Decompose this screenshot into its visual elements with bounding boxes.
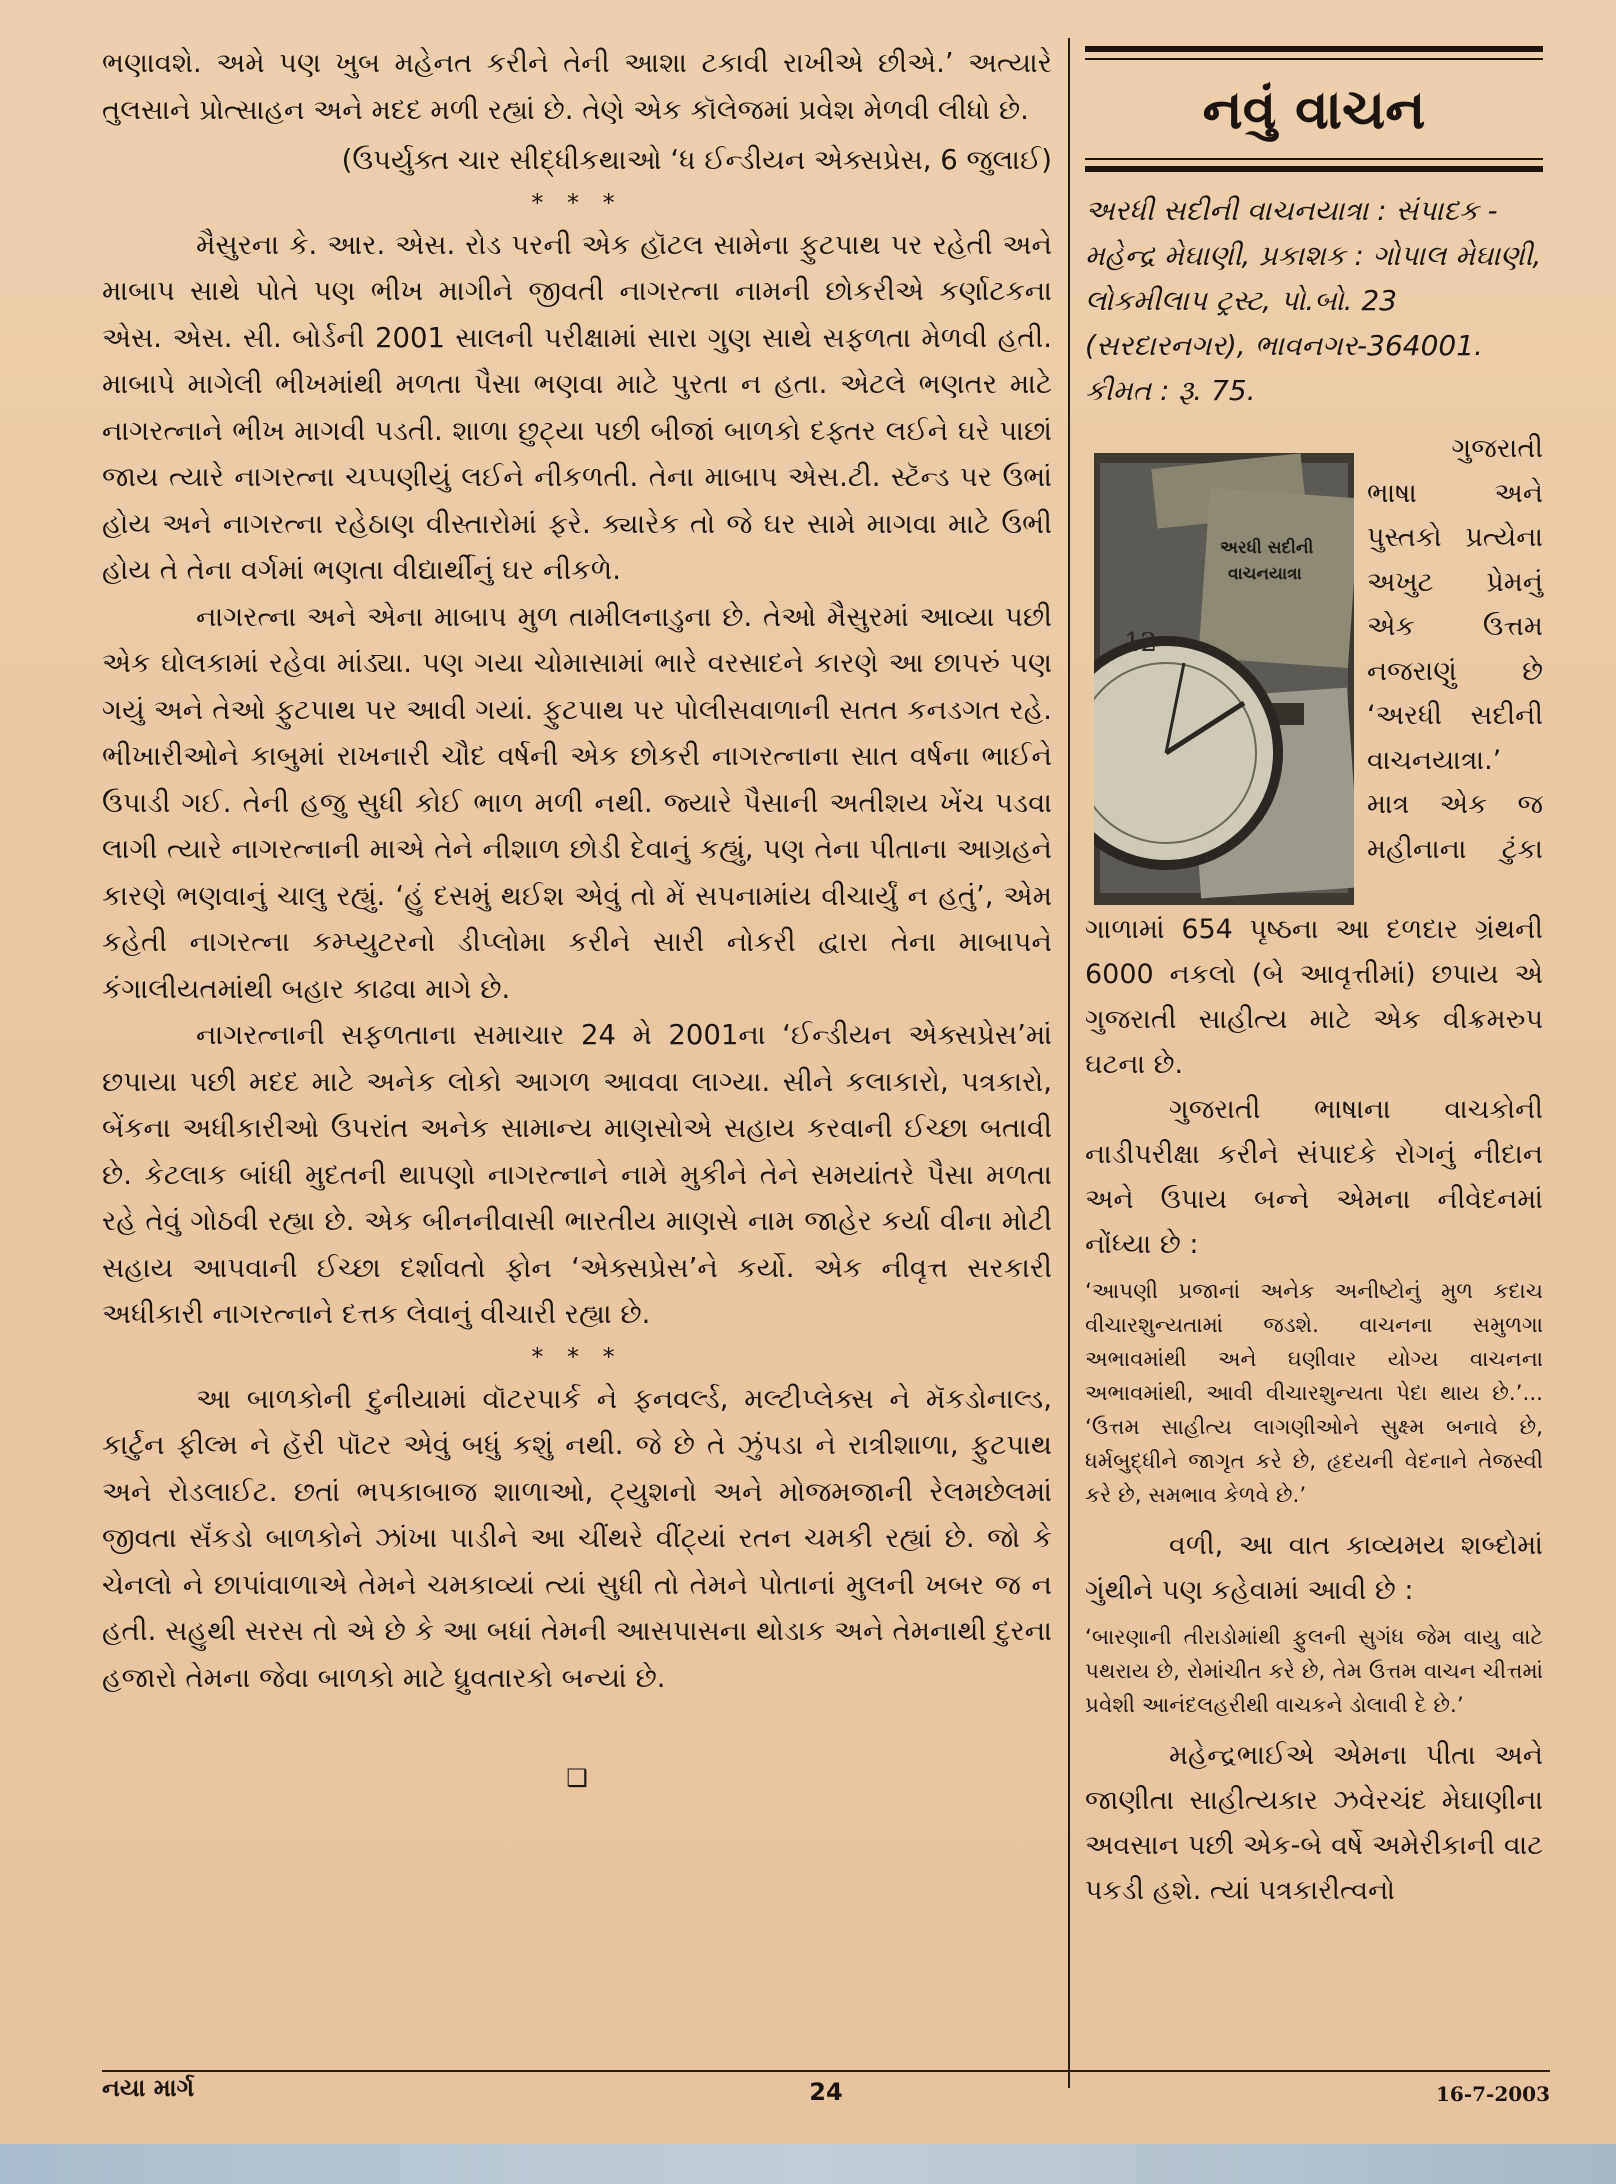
section-title: નવું વાચન <box>1202 78 1426 141</box>
text-line: પુસ્તકો પ્રત્યેના <box>1367 522 1543 553</box>
new-reading-column <box>1085 40 1543 1913</box>
section-separator: * * * <box>531 188 623 217</box>
paragraph-mahendrabhai: મહેન્દ્રભાઈએ એમના પીતા અને જાણીતા સાહીત્યકાર ઝવેરચંદ મેઘાણીના અવસાન પછી એક-બે વર્ષે અમેરીકાની વાટ પકડી હશે. ત્યાં પત્રકારીત્વનો <box>1085 1740 1543 1906</box>
paragraph-continuation: ભણાવશે. અમે પણ ખુબ મહેનત કરીને તેની આશા ટકાવી રાખીએ છીએ.’ અત્યારે તુલસાને પ્રોત્સાહન અને મદદ મળી રહ્યાં છે. તેણે એક કૉલેજમાં પ્રવેશ મેળવી લીધો છે. <box>102 47 1052 126</box>
header-rule <box>1085 46 1543 52</box>
text-line: ભાષા અને <box>1367 477 1543 509</box>
header-rule <box>1085 158 1543 160</box>
text-line: ‘અરધી સદીની <box>1367 700 1543 731</box>
wrapped-intro-text <box>1367 427 1543 872</box>
text-line: નજરાણું છે <box>1367 655 1543 687</box>
quote-editor-note: ‘આપણી પ્રજાનાં અનેક અનીષ્ટોનું મુળ કદાચ વીચારશુન્યતામાં જડશે. વાચનના સમુળગા અભાવમાંથી અને ઘણીવાર યોગ્ય વાચનના અભાવમાંથી, આવી વીચારશુન્યતા પેદા થાય છે.’... ‘ઉત્તમ સાહીત્ય લાગણીઓને સુક્ષ્મ બનાવે છે, ધર્મબુદ્ધીને જાગૃત કરે છે, હૃદયની વેદનાને તેજસ્વી કરે છે, સમભાવ કેળવે છે.’ <box>1085 1279 1543 1508</box>
paragraph-nagaratna-family: નાગરત્ના અને એના માબાપ મુળ તામીલનાડુના છે. તેઓ મૈસુરમાં આવ્યા પછી એક ઘોલકામાં રહેવા માંડ્યા. પણ ગયા ચોમાસામાં ભારે વરસાદને કારણે આ છાપરું પણ ગયું અને તેઓ ફુટપાથ પર આવી ગયાં. ફુટપાથ પર પોલીસવાળાની સતત કનડગત રહે. ભીખારીઓને કાબુમાં રાખનારી ચૌદ વર્ષની એક છોકરી નાગરત્નાના સાત વર્ષના ભાઈને ઉપાડી ગઈ. તેની હજુ સુધી કોઈ ભાળ મળી નથી. જ્યારે પૈસાની અતીશય ખેંચ પડવા લાગી ત્યારે નાગરત્નાની માએ તેને નીશાળ છોડી દેવાનું કહ્યું, પણ તેના પીતાના આગ્રહને કારણે ભણવાનું ચાલુ રહ્યું. ‘હું દસમું થઈશ એવું તો મેં સપનામાંય વીચાર્યું ન હતું’, એમ કહેતી નાગરત્ના કમ્પ્યુટરનો ડીપ્લોમા કરીને સારી નોકરી દ્વારા તેના માબાપને કંગાલીયતમાંથી બહાર કાઢવા માગે છે. <box>102 600 1053 1005</box>
book-details: અરધી સદીની વાચનયાત્રા : સંપાદક - મહેન્દ્ર મેઘાણી, પ્રકાશક : ગોપાલ મેઘાણી, લોકમીલાપ ટ્રસ્ટ, પો.બો. 23 (સરદારનગર), ભાવનગર-364001. કીમત : રૂ. 75. <box>1085 194 1542 407</box>
quote-fragrance: ‘બારણાની તીરાડોમાંથી ફુલની સુગંધ જેમ વાયુ વાટે પથરાય છે, રોમાંચીત કરે છે, તેમ ઉત્તમ વાચન ચીત્તમાં પ્રવેશી આનંદલહરીથી વાચકને ડોલાવી દે છે.’ <box>1085 1625 1543 1718</box>
page-footer <box>102 2074 1550 2124</box>
text-line: માત્ર એક જ <box>1367 789 1543 820</box>
text-line: અખુટ પ્રેમનું <box>1367 566 1543 598</box>
book-cover-subtitle: વાચનયાત્રા <box>1228 564 1302 584</box>
paragraph-poetic: વળી, આ વાત કાવ્યમય શબ્દોમાં ગુંથીને પણ કહેવામાં આવી છે : <box>1085 1530 1543 1606</box>
book-cover-title: અરધી સદીની <box>1220 538 1314 558</box>
paragraph-nagaratna-intro: મૈસુરના કે. આર. એસ. રોડ પરની એક હૉટલ સામેના ફુટપાથ પર રહેતી અને માબાપ સાથે પોતે પણ ભીખ માગીને જીવતી નાગરત્ના નામની છોકરીએ કર્ણાટકના એસ. એસ. સી. બોર્ડની 2001 સાલની પરીક્ષામાં સારા ગુણ સાથે સફળતા મેળવી હતી. માબાપે માગેલી ભીખમાંથી મળતા પૈસા ભણવા માટે પુરતા ન હતા. એટલે ભણતર માટે નાગરત્નાને ભીખ માગવી પડતી. શાળા છુટ્યા પછી બીજાં બાળકો દફ્તર લઈને ઘરે પાછાં જાય ત્યારે નાગરત્ના ચપ્પણીયું લઈને નીકળતી. તેના માબાપ એસ.ટી. સ્ટૅન્ડ પર ઉભાં હોય અને નાગરત્ના રહેઠાણ વીસ્તારોમાં ફરે. ક્યારેક તો જે ઘર સામે માગવા માટે ઉભી હોય તે તેના વર્ગમાં ભણતા વીદ્યાર્થીનું ઘર નીકળે. <box>102 228 1052 586</box>
magazine-name: નયા માર્ગ <box>102 2074 195 2102</box>
paragraph-nagaratna-help: નાગરત્નાની સફળતાના સમાચાર 24 મે 2001ના ‘ઈન્ડીયન એક્સપ્રેસ’માં છપાયા પછી મદદ માટે અનેક લોકો આગળ આવવા લાગ્યા. સીને કલાકારો, પત્રકારો, બેંકના અધીકારીઓ ઉપરાંત અનેક સામાન્ય માણસોએ સહાય કરવાની ઈચ્છા બતાવી છે. કેટલાક બાંધી મુદતની થાપણો નાગરત્નાને નામે મુકીને તેને સમયાંતરે પૈસા મળતા રહે તેવું ગોઠવી રહ્યા છે. એક બીનનીવાસી ભારતીય માણસે નામ જાહેર કર્યા વીના મોટી સહાય આપવાની ઈચ્છા દર્શાવતો ફોન ‘એક્સપ્રેસ’ને કર્યો. એક નીવૃત્ત સરકારી અધીકારી નાગરત્નાને દત્તક લેવાનું વીચારી રહ્યા છે. <box>102 1019 1052 1330</box>
column-divider <box>1068 38 1070 2088</box>
page-number: 24 <box>809 2078 843 2106</box>
issue-date: 16-7-2003 <box>1435 2082 1550 2106</box>
clock-number: 12 <box>1124 628 1158 658</box>
scan-background-strip <box>0 2144 1616 2184</box>
text-line: ગુજરાતી <box>1451 433 1543 464</box>
text-line: વાચનયાત્રા.’ <box>1367 744 1502 776</box>
book-feature <box>1085 427 1543 907</box>
article-end-icon: ❑ <box>566 1764 588 1792</box>
footer-rule <box>102 2070 1550 2072</box>
header-rule <box>1085 166 1543 172</box>
paragraph-book-record: ગાળામાં 654 પૃષ્ઠના આ દળદાર ગ્રંથની 6000 નકલો (બે આવૃત્તીમાં) છપાય એ ગુજરાતી સાહીત્ય માટે એક વીક્રમરુપ ઘટના છે. <box>1085 914 1543 1080</box>
paragraph-conclusion: આ બાળકોની દુનીયામાં વૉટરપાર્ક ને ફનવર્લ્ડ, મલ્ટીપ્લેક્સ ને મૅકડોનાલ્ડ, કાર્ટુન ફીલ્મ ને હૅરી પૉટર એવું બધું કશું નથી. જે છે તે ઝુંપડા ને રાત્રીશાળા, ફુટપાથ અને રોડલાઈટ. છતાં ભપકાબાજ શાળાઓ, ટ્યુશનો અને મોજમજાની રેલમછેલમાં જીવતા સૅંકડો બાળકોને ઝાંખા પાડીને આ ચીંથરે વીંટ્યાં રતન ચમકી રહ્યાં છે. જો કે ચેનલો ને છાપાંવાળાએ તેમને ચમકાવ્યાં ત્યાં સુધી તો તેમને પોતાનાં મુલની ખબર જ ન હતી. સહુથી સરસ તો એ છે કે આ બધાં તેમની આસપાસના થોડાક અને તેમનાથી દુરના હજારો તેમના જેવા બાળકો માટે ધ્રુવતારકો બન્યાં છે. <box>102 1382 1053 1694</box>
book-cover-photo <box>1094 453 1354 905</box>
source-note: (ઉપર્યુક્ત ચાર સીદ્ધીકથાઓ ‘ધ ઈન્ડીયન એક્સપ્રેસ, 6 જુલાઈ) <box>341 144 1052 176</box>
text-line: એક ઉત્તમ <box>1367 611 1543 642</box>
header-rule <box>1085 58 1543 60</box>
paragraph-diagnosis: ગુજરાતી ભાષાના વાચકોની નાડીપરીક્ષા કરીને સંપાદકે રોગનું નીદાન અને ઉપાય બન્ને એમના નીવેદનમાં નોંધ્યા છે : <box>1085 1094 1543 1260</box>
main-article-column <box>102 40 1052 1802</box>
section-header <box>1085 40 1543 178</box>
section-separator: * * * <box>531 1342 623 1371</box>
text-line: મહીનાના ટુંકા <box>1367 833 1543 865</box>
